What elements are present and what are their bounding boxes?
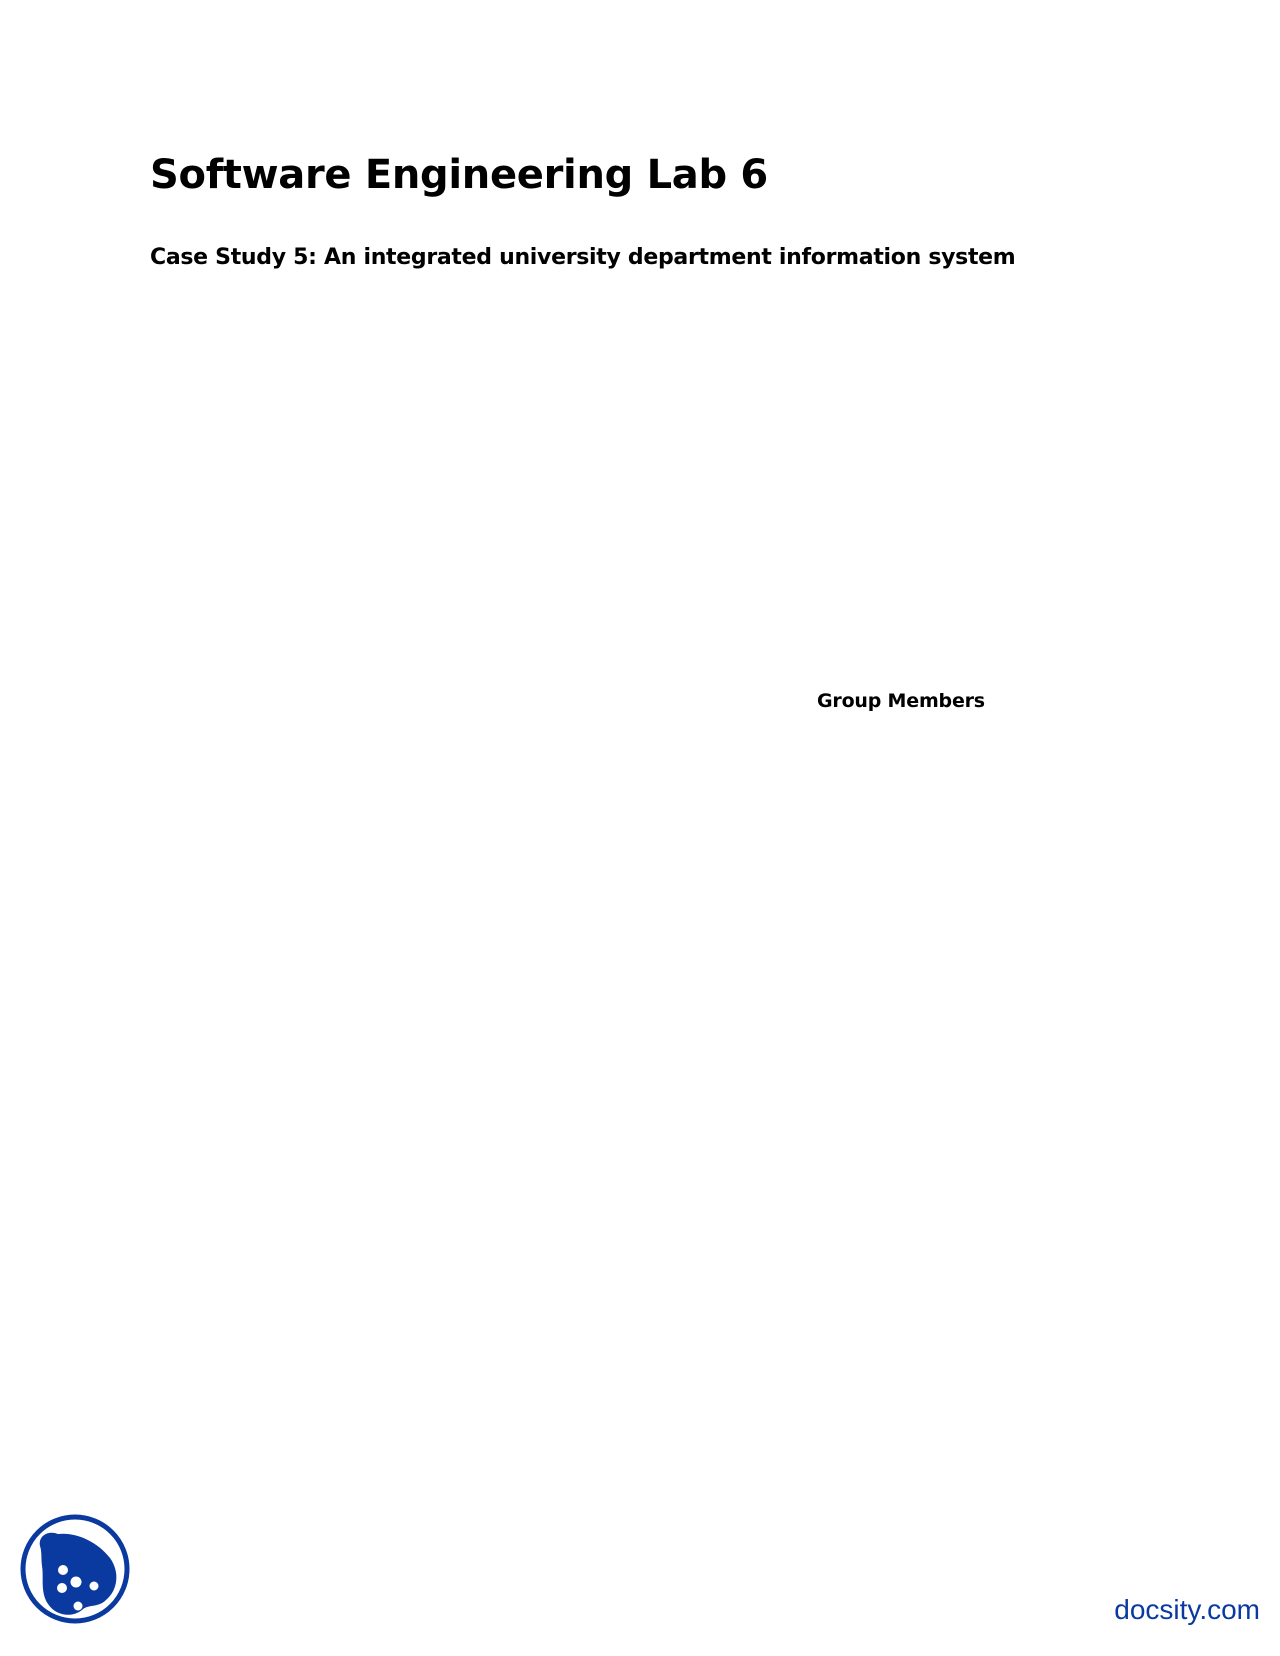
docsity-brand-link[interactable]: docsity.com <box>1114 1594 1260 1625</box>
document-subtitle: Case Study 5: An integrated university department information system <box>150 245 1016 270</box>
document-title: Software Engineering Lab 6 <box>150 152 768 198</box>
group-members-heading: Group Members <box>817 690 985 712</box>
docsity-logo-icon[interactable] <box>18 1512 132 1626</box>
